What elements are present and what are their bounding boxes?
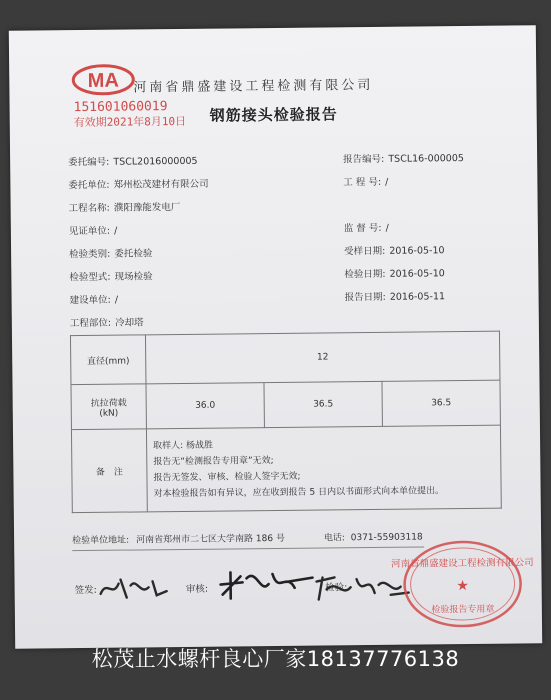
field-commission-no: 委托编号: TSCL2016000005 — [68, 155, 198, 169]
field-builder: 建设单位: / — [69, 294, 119, 307]
tensile-label — [71, 384, 146, 430]
stamp-bottom-text: 检验报告专用章 — [431, 604, 495, 616]
report-title: 钢筋接头检验报告 — [209, 105, 338, 125]
field-client: 委托单位: 郑州松茂建材有限公司 — [68, 178, 209, 192]
field-accept-date: 受样日期: 2016-05-10 — [344, 245, 445, 258]
cma-logo — [71, 59, 135, 100]
stamp-top-text: 河南省鼎盛建设工程检测有限公司 — [391, 557, 534, 570]
remark-line: 取样人: 杨战胜 — [153, 440, 214, 452]
signature-inspector — [312, 567, 412, 606]
tensile-value-3: 36.5 — [382, 380, 500, 426]
phone-value: 0371-55903118 — [350, 532, 423, 544]
address-row — [72, 529, 423, 546]
inspection-stamp — [391, 537, 534, 630]
field-inspection-type: 检验类别: 委托检验 — [69, 248, 153, 261]
field-project-name: 工程名称: 濮阳豫能发电厂 — [68, 201, 181, 215]
tensile-label-text: 抗拉荷载 — [90, 398, 127, 409]
report-paper — [9, 25, 542, 648]
divider — [72, 546, 424, 551]
field-report-date: 报告日期: 2016-05-11 — [344, 291, 446, 304]
remark-line: 报告无签发、审核、检验人签字无效; — [153, 471, 301, 484]
table-row-tensile — [71, 380, 500, 429]
company-name: 河南省鼎盛建设工程检测有限公司 — [133, 77, 374, 96]
inspect-label: 检验: — [325, 582, 348, 594]
remarks-label: 备 注 — [71, 429, 147, 513]
ma-text: MA — [87, 69, 119, 92]
tensile-value-2: 36.5 — [264, 381, 382, 427]
watermark-caption: 松茂止水螺杆良心厂家18137776138 — [91, 647, 460, 671]
remarks-content — [146, 425, 501, 512]
table-row-diameter — [70, 331, 499, 384]
field-project-no: 工 程 号: / — [343, 176, 389, 189]
cma-number: 151601060019 — [73, 99, 168, 116]
field-inspection-form: 检验型式: 现场检验 — [69, 271, 153, 284]
field-inspection-date: 检验日期: 2016-05-10 — [344, 268, 445, 281]
remark-line: 报告无“检测报告专用章”无效; — [153, 456, 274, 468]
cma-code — [74, 99, 187, 130]
field-supervisor: 监 督 号: / — [343, 222, 389, 235]
review-label: 审核: — [185, 583, 209, 595]
table-row-remarks — [71, 425, 501, 512]
address-label: 检验单位地址: — [72, 535, 130, 547]
diameter-label: 直径(mm) — [70, 335, 146, 385]
diameter-value: 12 — [145, 331, 499, 384]
field-witness: 见证单位: / — [68, 225, 118, 238]
remark-line: 对本检验报告如有异议，应在收到报告 5 日内以书面形式向本单位提出。 — [153, 486, 445, 500]
cma-validity: 有效期2021年8月10日 — [73, 114, 187, 130]
phone-label: 电话: — [323, 533, 345, 544]
signature-reviewer — [216, 564, 316, 605]
results-table — [70, 331, 502, 513]
tensile-value-1: 36.0 — [146, 383, 264, 429]
field-report-no: 报告编号: TSCL16-000005 — [343, 153, 464, 166]
field-part: 工程部位: 冷却塔 — [69, 317, 144, 330]
sign-label: 签发: — [74, 584, 97, 597]
stamp-star-icon: ★ — [456, 577, 469, 595]
signature-issuer — [96, 569, 176, 604]
address-value: 河南省郑州市二七区大学南路 186 号 — [135, 533, 285, 546]
tensile-unit: (kN) — [99, 408, 119, 419]
